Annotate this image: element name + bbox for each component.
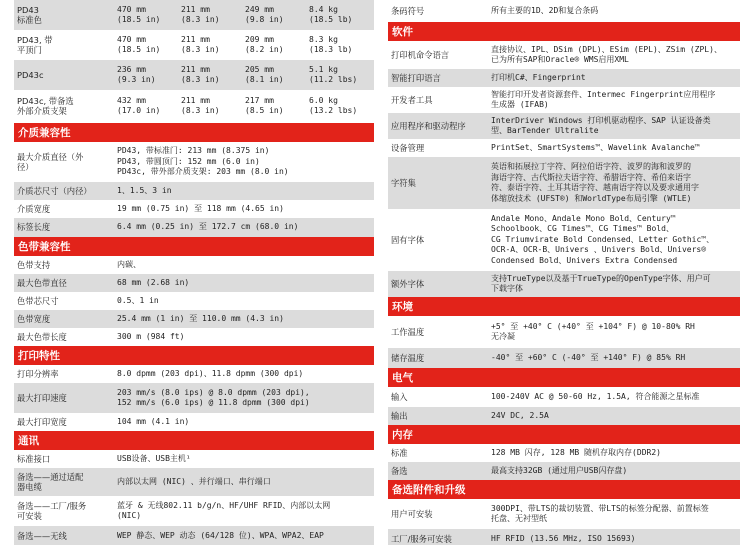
spec-value: 0.5、1 in: [117, 295, 159, 305]
dimension-row: [14, 90, 374, 122]
accessory-row: [388, 529, 740, 545]
memory-row: [388, 462, 740, 480]
spec-value: 内部以太网 (NIC) 、并行端口、串行端口: [117, 476, 271, 486]
spec-label: 设备管理: [391, 142, 425, 153]
section-environment-header: 环境: [388, 297, 740, 316]
power-row: [388, 407, 740, 425]
dimension-value: 211 mm (8.3 in): [181, 4, 220, 24]
spec-label: 固有字体: [391, 234, 425, 245]
comm-row: [14, 450, 374, 468]
section-comm-header: 通讯: [14, 431, 374, 450]
spec-label: 色带宽度: [17, 313, 51, 324]
dimension-value: 6.0 kg (13.2 lbs): [309, 95, 358, 115]
spec-label: 色带支持: [17, 259, 51, 270]
environment-table: [388, 316, 740, 368]
dimension-value: 470 mm (18.5 in): [117, 4, 161, 24]
spec-value: 68 mm (2.68 in): [117, 277, 190, 287]
model-name: PD43, 带 平顶门: [17, 34, 53, 55]
ribbon-table: [14, 256, 374, 346]
spec-label: 打印机命令语言: [391, 49, 450, 60]
software-row: [388, 139, 740, 157]
media-row: [14, 218, 374, 237]
spec-label: 最大打印速度: [17, 392, 67, 403]
software-row: [388, 157, 740, 209]
model-name: PD43 标准色: [17, 4, 42, 25]
print-table: [14, 365, 374, 431]
section-print-header: 打印特性: [14, 346, 374, 365]
spec-value: 英语和拓展拉丁字符、阿拉伯语字符、波罗的海和波罗的 海语字符、古代斯拉夫语字符、希腊语字符、希伯来语字 符、泰语字符、土耳其语字符、越南语字符以及要求通用字 体缩放技术 (UFST®) 和WorldType布局引擎 (WTLE): [491, 162, 699, 203]
ribbon-row: [14, 310, 374, 328]
spec-label: 储存温度: [391, 352, 425, 363]
spec-label: 标准: [391, 447, 408, 458]
spec-label: 条码符号: [391, 5, 425, 16]
spec-value: 300 m (984 ft): [117, 331, 185, 341]
spec-value: 直接协议、IPL、DSim (DPL)、ESim (EPL)、ZSim (ZPL)、 已为所有SAP和Oracle® WMS启用XML: [491, 44, 722, 64]
spec-value: 蓝牙 & 无线802.11 b/g/n、HF/UHF RFID、内部以太网 (NIC): [117, 500, 331, 520]
environment-row: [388, 348, 740, 368]
memory-row: [388, 444, 740, 462]
spec-value: 8.0 dpmm (203 dpi)、11.8 dpmm (300 dpi): [117, 368, 304, 378]
software-row: [388, 113, 740, 139]
dimension-value: 217 mm (8.5 in): [245, 95, 284, 115]
spec-value: USB设备、USB主机¹: [117, 453, 191, 463]
spec-value: 6.4 mm (0.25 in) 至 172.7 cm (68.0 in): [117, 222, 299, 232]
section-media-header: 介质兼容性: [14, 123, 374, 142]
software-table: [388, 41, 740, 297]
spec-label: 打印分辨率: [17, 368, 59, 379]
spec-label: 标准接口: [17, 453, 51, 464]
spec-value: 24V DC, 2.5A: [491, 410, 549, 420]
dimension-row: [14, 30, 374, 60]
spec-value: PD43, 带标准门: 213 mm (8.375 in) PD43, 带圆顶门: 152 mm (6.0 in) PD43c, 带外部介质支架: 203 mm (8.0 in): [117, 146, 289, 177]
ribbon-row: [14, 328, 374, 346]
right-column: [388, 0, 740, 545]
section-accessories-header: 备选附件和升级: [388, 480, 740, 499]
print-row: [14, 383, 374, 413]
spec-value: InterDriver Windows 打印机驱动程序、SAP 认证设备类 型、BarTender Ultralite: [491, 115, 711, 135]
media-table: [14, 142, 374, 237]
spec-value: 25.4 mm (1 in) 至 110.0 mm (4.3 in): [117, 313, 284, 323]
accessory-row: [388, 499, 740, 529]
media-row: [14, 182, 374, 200]
media-row: [14, 142, 374, 182]
spec-label: 额外字体: [391, 278, 425, 289]
left-column: [14, 0, 374, 545]
dimension-value: 5.1 kg (11.2 lbs): [309, 64, 358, 84]
spec-value: 1、1.5、3 in: [117, 185, 172, 195]
dimension-value: 470 mm (18.5 in): [117, 34, 161, 54]
dimension-value: 211 mm (8.3 in): [181, 95, 220, 115]
barcode-row: [388, 0, 740, 22]
spec-label: 用户可安装: [391, 508, 433, 519]
comm-row: [14, 496, 374, 526]
media-row: [14, 200, 374, 218]
dimension-value: 209 mm (8.2 in): [245, 34, 284, 54]
spec-value: 128 MB 闪存, 128 MB 随机存取内存(DDR2): [491, 447, 661, 457]
spec-label: 介质宽度: [17, 203, 51, 214]
ribbon-row: [14, 256, 374, 274]
spec-value: 打印机C#、Fingerprint: [491, 72, 586, 82]
spec-value: PrintSet、SmartSystems™、Wavelink Avalanche™: [491, 142, 700, 152]
software-row: [388, 209, 740, 271]
spec-label: 介质芯尺寸（内径）: [17, 185, 92, 196]
spec-value: 智能打印开发者资源套件、Intermec Fingerprint应用程序 生成器 (IFAB): [491, 89, 716, 109]
spec-label: 备选——通过适配 器电缆: [17, 471, 84, 492]
spec-value: 支持TrueType以及基于TrueType的OpenType字体、用户可 下载字体: [491, 273, 711, 293]
spec-label: 字符集: [391, 177, 416, 188]
memory-table: [388, 444, 740, 480]
dimension-value: 432 mm (17.0 in): [117, 95, 161, 115]
spec-label: 输入: [391, 391, 408, 402]
ribbon-row: [14, 292, 374, 310]
software-row: [388, 87, 740, 113]
section-software-header: 软件: [388, 22, 740, 41]
section-ribbon-header: 色带兼容性: [14, 237, 374, 256]
spec-label: 备选——工厂/服务 可安装: [17, 500, 87, 521]
power-row: [388, 387, 740, 407]
spec-value: HF RFID (13.56 MHz, ISO 15693): [491, 533, 636, 543]
spec-value: 19 mm (0.75 in) 至 118 mm (4.65 in): [117, 203, 284, 213]
dimension-value: 8.4 kg (18.5 lb): [309, 4, 353, 24]
environment-row: [388, 316, 740, 348]
software-row: [388, 69, 740, 87]
dimension-value: 211 mm (8.3 in): [181, 34, 220, 54]
comm-table: [14, 450, 374, 545]
dimension-value: 236 mm (9.3 in): [117, 64, 156, 84]
barcode-table: [388, 0, 740, 22]
ribbon-row: [14, 274, 374, 292]
spec-value: 最高支持32GB (通过用户USB闪存盘): [491, 465, 628, 475]
spec-label: 工厂/服务可安装: [391, 533, 452, 544]
dimension-value: 8.3 kg (18.3 lb): [309, 34, 353, 54]
section-memory-header: 内存: [388, 425, 740, 444]
accessories-table: [388, 499, 740, 545]
spec-value: 内碳、: [117, 259, 141, 269]
spec-value: 所有主要的1D、2D和复合条码: [491, 5, 599, 15]
dimension-value: 249 mm (9.8 in): [245, 4, 284, 24]
spec-value: 300DPI、带LTS的裁切装置、带LTS的标签分配器、前置标签 托盘、无衬型纸: [491, 503, 709, 523]
spec-value: 104 mm (4.1 in): [117, 416, 190, 426]
dimension-value: 205 mm (8.1 in): [245, 64, 284, 84]
spec-value: Andale Mono、Andale Mono Bold、Century™ Schoolbook、CG Times™、CG Times™ Bold、 CG Triumvirate Bold Condensed、Letter Gothic™、 OCR-A、OCR-B、Univers 、Univers Bold、Univers® Condensed Bold、Univers Extra Condensed: [491, 213, 715, 265]
print-row: [14, 413, 374, 431]
dimension-value: 211 mm (8.3 in): [181, 64, 220, 84]
spec-label: 最大介质直径（外 径）: [17, 151, 84, 172]
spec-value: +5° 至 +40° C (+40° 至 +104° F) @ 10-80% RH 无冷凝: [491, 321, 695, 341]
comm-row: [14, 468, 374, 496]
spec-label: 最大色带长度: [17, 331, 67, 342]
spec-label: 应用程序和驱动程序: [391, 120, 466, 131]
spec-label: 备选: [391, 465, 408, 476]
model-name: PD43c: [17, 69, 44, 80]
software-row: [388, 271, 740, 297]
spec-label: 备选——无线: [17, 530, 67, 541]
dimensions-table: [14, 0, 374, 122]
spec-label: 智能打印语言: [391, 72, 441, 83]
spec-label: 最大色带直径: [17, 277, 67, 288]
spec-label: 标签长度: [17, 222, 51, 233]
spec-label: 最大打印宽度: [17, 416, 67, 427]
comm-row: [14, 526, 374, 545]
model-name: PD43c, 带备选 外部介质支架: [17, 95, 74, 116]
spec-value: -40° 至 +60° C (-40° 至 +140° F) @ 85% RH: [491, 352, 686, 362]
spec-label: 输出: [391, 410, 408, 421]
spec-label: 开发者工具: [391, 94, 433, 105]
spec-label: 色带芯尺寸: [17, 295, 59, 306]
software-row: [388, 41, 740, 69]
print-row: [14, 365, 374, 383]
spec-value: WEP 静态、WEP 动态 (64/128 位)、WPA、WPA2、EAP: [117, 530, 324, 540]
spec-value: 203 mm/s (8.0 ips) @ 8.0 dpmm (203 dpi), 152 mm/s (6.0 ips) @ 11.8 dpmm (300 dpi): [117, 387, 310, 407]
spec-value: 100-240V AC @ 50-60 Hz, 1.5A, 符合能源之星标准: [491, 391, 700, 401]
section-power-header: 电气: [388, 368, 740, 387]
spec-label: 工作温度: [391, 326, 425, 337]
dimension-row: [14, 60, 374, 90]
power-table: [388, 387, 740, 425]
dimension-row: [14, 0, 374, 30]
